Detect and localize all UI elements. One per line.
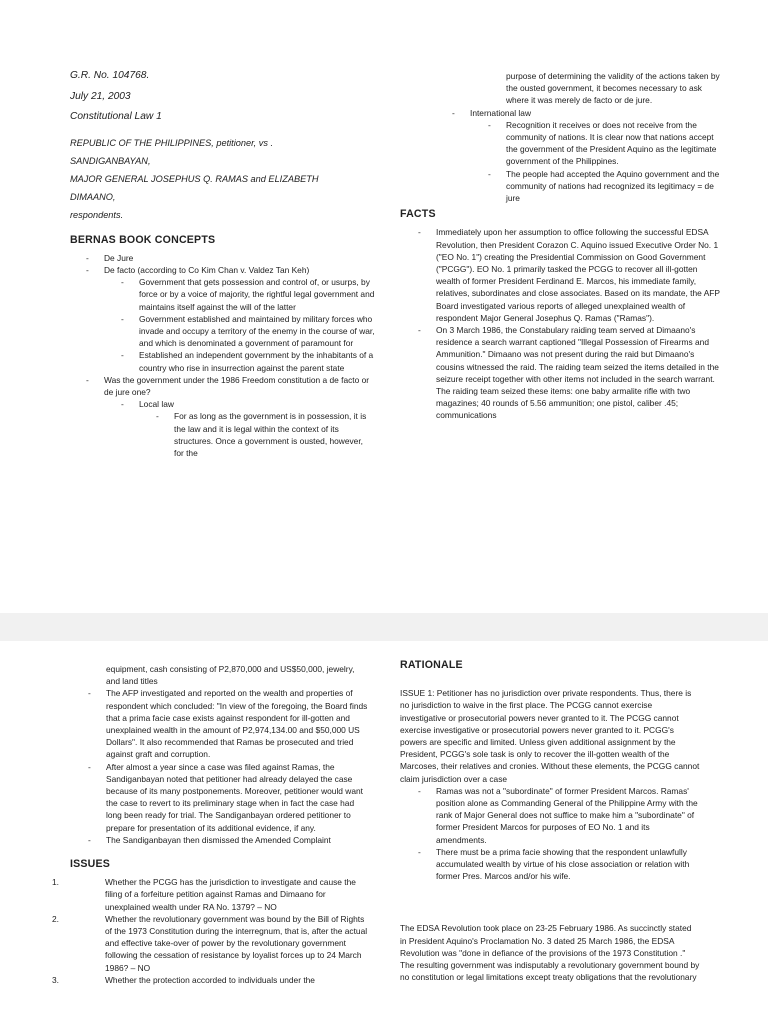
list-item: 2. Whether the revolutionary government was bound by the Bill of Rights of the 1973 Constitution during the interregnum, that is, after the actual and effective take-over of power by the revolutionary government following the cessation of resistance by loyalist forces up to 24 March 1986? – NO [52,913,368,973]
rationale-edsa: The EDSA Revolution took place on 23-25 February 1986. As succinctly stated in President Aquino's Proclamation No. 3 dated 25 March 1986, the EDSA Revolution was "done in defiance of the provisions of the 1973 Constitution ." The resulting government was indisputably a revolutionary government bound by no constitution or legal limitations except treaty obligations that the revolutionary [400,923,700,983]
case-date: July 21, 2003 [70,90,131,102]
rationale-heading: RATIONALE [400,659,463,671]
list-item: - Local law - For as long as the government is in possession, it is the law and it is legal within the context of its structures. Once a government is ousted, however, for the [139,398,375,459]
rationale-issue-1: ISSUE 1: Petitioner has no jurisdiction over private respondents. Thus, there is no jurisdiction to waive in the first place. The PCGG cannot exercise investigative or prosecutorial powers never granted to it. The PCGG cannot exercise investigative or prosecutorial powers never granted to it. PCGG's powers are specific and limited. Unless given additional assignment by the President, PCGG's sole task is only to recover the ill-gotten wealth of the Marcoses, their relatives and cronies. Without these elements, the PCGG cannot claim jurisdiction over a case [400,688,700,784]
issues-heading: ISSUES [70,858,111,871]
case-header [70,66,375,128]
list-item: 1. Whether the PCGG has the jurisdiction to investigate and cause the filing of a forfeiture petition against Ramas and Dimaano for unexplained wealth under RA No. 1379? – NO [52,877,356,912]
facts-list-cont [70,687,370,846]
list-item: - Government established and maintained by military forces who invade and occupy a territory of the enemy in the course of war, and which is denominated a government of paramount for [121,313,375,349]
list-item: - International law - Recognition it receives or does not receive from the community of nations. It is clear now that nations accept the government of the President Aquino as the legitimate government of the Philippines. - The people had accepted the Aquino government and the community of nations had recognized its legitimacy = de jure [470,107,722,205]
list-item: - Established an independent government by the inhabitants of a country who rise in insurrection against the parent state [121,350,374,373]
issues-list [52,876,370,986]
bernas-list [69,252,375,459]
list-item: - The AFP investigated and reported on the wealth and properties of respondent which concluded: "In view of the foregoing, the Board finds that a prima facie case exists against respondent for ill-gotten and unexplained wealth in the amount of P2,974,134.00 and $50,000 US Dollars". It also recommended that Ramas be prosecuted and tried against graft and corruption. [88,688,368,760]
paragraph-gap [400,882,700,922]
list-item: - The people had accepted the Aquino government and the community of nations had recognized its legitimacy = de jure [488,168,720,204]
right-column-page-2 [400,659,700,983]
local-law-sublist [139,410,375,459]
party-line: MAJOR GENERAL JOSEPHUS Q. RAMAS and ELIZABETH [70,173,319,184]
list-item: - Immediately upon her assumption to office following the successful EDSA Revolution, then President Corazon C. Aquino issued Executive Order No. 1 ("EO No. 1") creating the Presidential Commission on Good Government ("PCGG"). EO No. 1 primarily tasked the PCGG to recover all ill-gotten wealth of former President Ferdinand E. Marcos, his immediate family, relatives, subordinates and close associates. Based on its mandate, the AFP Board investigated various reports of alleged unexplained wealth of respondent Major General Josephus Q. Ramas ("Ramas"). [418,227,720,323]
list-item: - De Jure [86,252,134,263]
list-item: - After almost a year since a case was filed against Ramas, the Sandiganbayan noted that petitioner had already delayed the case because of its many postponements. Moreover, petitioner would want the case to revert to its preliminary stage when in fact the case had long been ready for trial. The Sandiganbayan ordered petitioner to prepare for presentation of its additional evidence, if any. [88,761,363,833]
list-item: - Government that gets possession and control of, or usurps, by force or by a voice of majority, the rightful legal government and maintains itself against the will of the latter [121,277,375,312]
list-item: - Was the government under the 1986 Freedom constitution a de facto or de jure one? - Local law - For as long as the government is in possession, it is the law and it is legal within the context of its structures. Once a government is ousted, however, for the [104,374,375,459]
list-item: - Recognition it receives or does not receive from the community of nations. It is clear now that nations accept the government of the President Aquino as the legitimate government of the Philippines. [488,119,717,167]
document-page-2 [0,641,768,1024]
de-facto-sublist [104,276,375,374]
case-number: G.R. No. 104768. [70,70,150,81]
list-item: 3. Whether the protection accorded to individuals under the [52,974,315,985]
party-line: DIMAANO, [70,191,116,202]
party-line: respondents. [70,209,124,220]
party-line: REPUBLIC OF THE PHILIPPINES, petitioner, vs . [70,137,274,148]
list-item: - There must be a prima facie showing that the respondent unlawfully accumulated wealth by virtue of his close association or relation with former Pres. Marcos and/or his wife. [418,846,690,882]
facts-heading: FACTS [400,208,436,221]
list-item: - De facto (according to Co Kim Chan v. Valdez Tan Keh) - Government that gets possession and control of, or usurps, by force or by a voice of majority, the rightful legal government and maintains itself against the will of the latter - Government established and maintained by military forces who invade and occupy a territory of the enemy in the course of war, and which is denominated a government of paramount for - Established an independent government by the inhabitants of a country who rise in insurrection against the parent state [86,264,375,373]
left-column-page-1 [70,66,375,459]
list-item: - For as long as the government is in possession, it is the law and it is legal within the context of its structures. Once a government is ousted, however, for the [156,411,367,458]
list-item: - On 3 March 1986, the Constabulary raiding team served at Dimaano's residence a search warrant captioned "Illegal Possession of Firearms and Ammunition." Dimaano was not present during the raid but Dimaano's cousins witnessed the raid. The raiding team seized the items detailed in the seizure receipt together with other items not included in the search warrant. The raiding team seized these items: one baby armalite rifle with two magazines; 40 rounds of 5.56 ammunition; one pistol, caliber .45; communications [418,325,719,421]
question-sublist [104,398,375,459]
party-line: SANDIGANBAYAN, [70,155,151,166]
facts-list [400,226,722,421]
case-subject: Constitutional Law 1 [70,111,162,122]
facts-continuation: equipment, cash consisting of P2,870,000 and US$50,000, jewelry, and land titles [106,664,355,687]
intl-law-list [400,107,722,205]
list-item: - Ramas was not a "subordinate" of former President Marcos. Ramas' position alone as Commanding General of the Philippine Army with the rank of Major General does not suffice to make him a "subordinate" of former President Marcos for purposes of EO No. 1 and its amendments. [418,785,698,845]
right-column-page-1 [400,70,722,422]
bernas-heading: BERNAS BOOK CONCEPTS [70,233,216,246]
rationale-list [400,785,700,883]
case-parties [70,134,375,224]
left-column-page-2 [52,663,370,986]
intl-law-sublist [470,119,722,204]
list-item: - The Sandiganbayan then dismissed the Amended Complaint [88,834,331,845]
local-law-continuation: purpose of determining the validity of the actions taken by the ousted government, it becomes necessary to ask where it was merely de facto or de jure. [506,71,720,106]
